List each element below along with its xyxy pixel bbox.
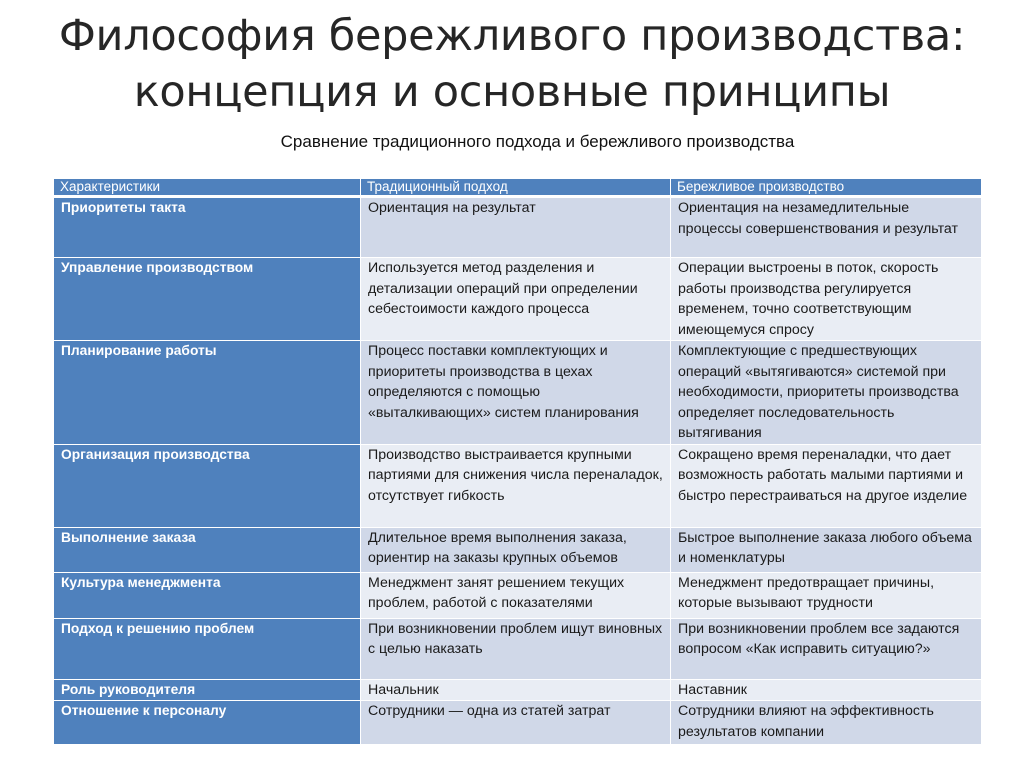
slide-title-line-2: концепция и основные принципы bbox=[133, 67, 891, 117]
header-traditional: Традиционный подход bbox=[361, 179, 671, 197]
row-label: Подход к решению проблем bbox=[54, 618, 361, 679]
traditional-cell: При возникновении проблем ищут виновных с целью наказать bbox=[361, 618, 671, 679]
row-label: Выполнение заказа bbox=[54, 527, 361, 572]
traditional-cell: Используется метод разделения и детализации операций при определении себестоимости каждого процесса bbox=[361, 258, 671, 341]
lean-cell: Операции выстроены в поток, скорость работы производства регулируется временем, точно соответствующим имеющемуся спросу bbox=[671, 258, 982, 341]
traditional-cell: Ориентация на результат bbox=[361, 197, 671, 258]
table-row bbox=[54, 258, 982, 341]
row-label: Отношение к персоналу bbox=[54, 701, 361, 745]
lean-cell: Сокращено время переналадки, что дает возможность работать малыми партиями и быстро перестраиваться на другое изделие bbox=[671, 444, 982, 527]
slide-title-line-1: Философия бережливого производства: bbox=[58, 11, 966, 61]
table-row bbox=[54, 618, 982, 679]
table-row bbox=[54, 701, 982, 745]
lean-cell: Менеджмент предотвращает причины, которые вызывают трудности bbox=[671, 572, 982, 618]
row-label: Роль руководителя bbox=[54, 679, 361, 701]
lean-cell: Комплектующие с предшествующих операций «вытягиваются» системой при необходимости, приоритеты производства определяет последовательность вытягивания bbox=[671, 341, 982, 445]
lean-cell: Быстрое выполнение заказа любого объема и номенклатуры bbox=[671, 527, 982, 572]
slide-title bbox=[0, 8, 1024, 120]
traditional-cell: Производство выстраивается крупными партиями для снижения числа переналадок, отсутствует гибкость bbox=[361, 444, 671, 527]
row-label: Культура менеджмента bbox=[54, 572, 361, 618]
table-row bbox=[54, 572, 982, 618]
table-header-row bbox=[54, 179, 982, 197]
table-row bbox=[54, 444, 982, 527]
table-row bbox=[54, 527, 982, 572]
table-row bbox=[54, 679, 982, 701]
row-label: Организация производства bbox=[54, 444, 361, 527]
row-label: Планирование работы bbox=[54, 341, 361, 445]
lean-cell: При возникновении проблем все задаются вопросом «Как исправить ситуацию?» bbox=[671, 618, 982, 679]
traditional-cell: Процесс поставки комплектующих и приоритеты производства в цехах определяются с помощью «выталкивающих» систем планирования bbox=[361, 341, 671, 445]
comparison-table bbox=[53, 178, 982, 745]
row-label: Приоритеты такта bbox=[54, 197, 361, 258]
traditional-cell: Начальник bbox=[361, 679, 671, 701]
traditional-cell: Сотрудники — одна из статей затрат bbox=[361, 701, 671, 745]
lean-cell: Сотрудники влияют на эффективность результатов компании bbox=[671, 701, 982, 745]
table-row bbox=[54, 197, 982, 258]
table-caption: Сравнение традиционного подхода и бережливого производства bbox=[280, 132, 795, 151]
row-label: Управление производством bbox=[54, 258, 361, 341]
lean-cell: Ориентация на незамедлительные процессы совершенствования и результат bbox=[671, 197, 982, 258]
header-lean: Бережливое производство bbox=[671, 179, 982, 197]
header-characteristics: Характеристики bbox=[54, 179, 361, 197]
table-row bbox=[54, 341, 982, 445]
traditional-cell: Длительное время выполнения заказа, ориентир на заказы крупных объемов bbox=[361, 527, 671, 572]
lean-cell: Наставник bbox=[671, 679, 982, 701]
traditional-cell: Менеджмент занят решением текущих проблем, работой с показателями bbox=[361, 572, 671, 618]
